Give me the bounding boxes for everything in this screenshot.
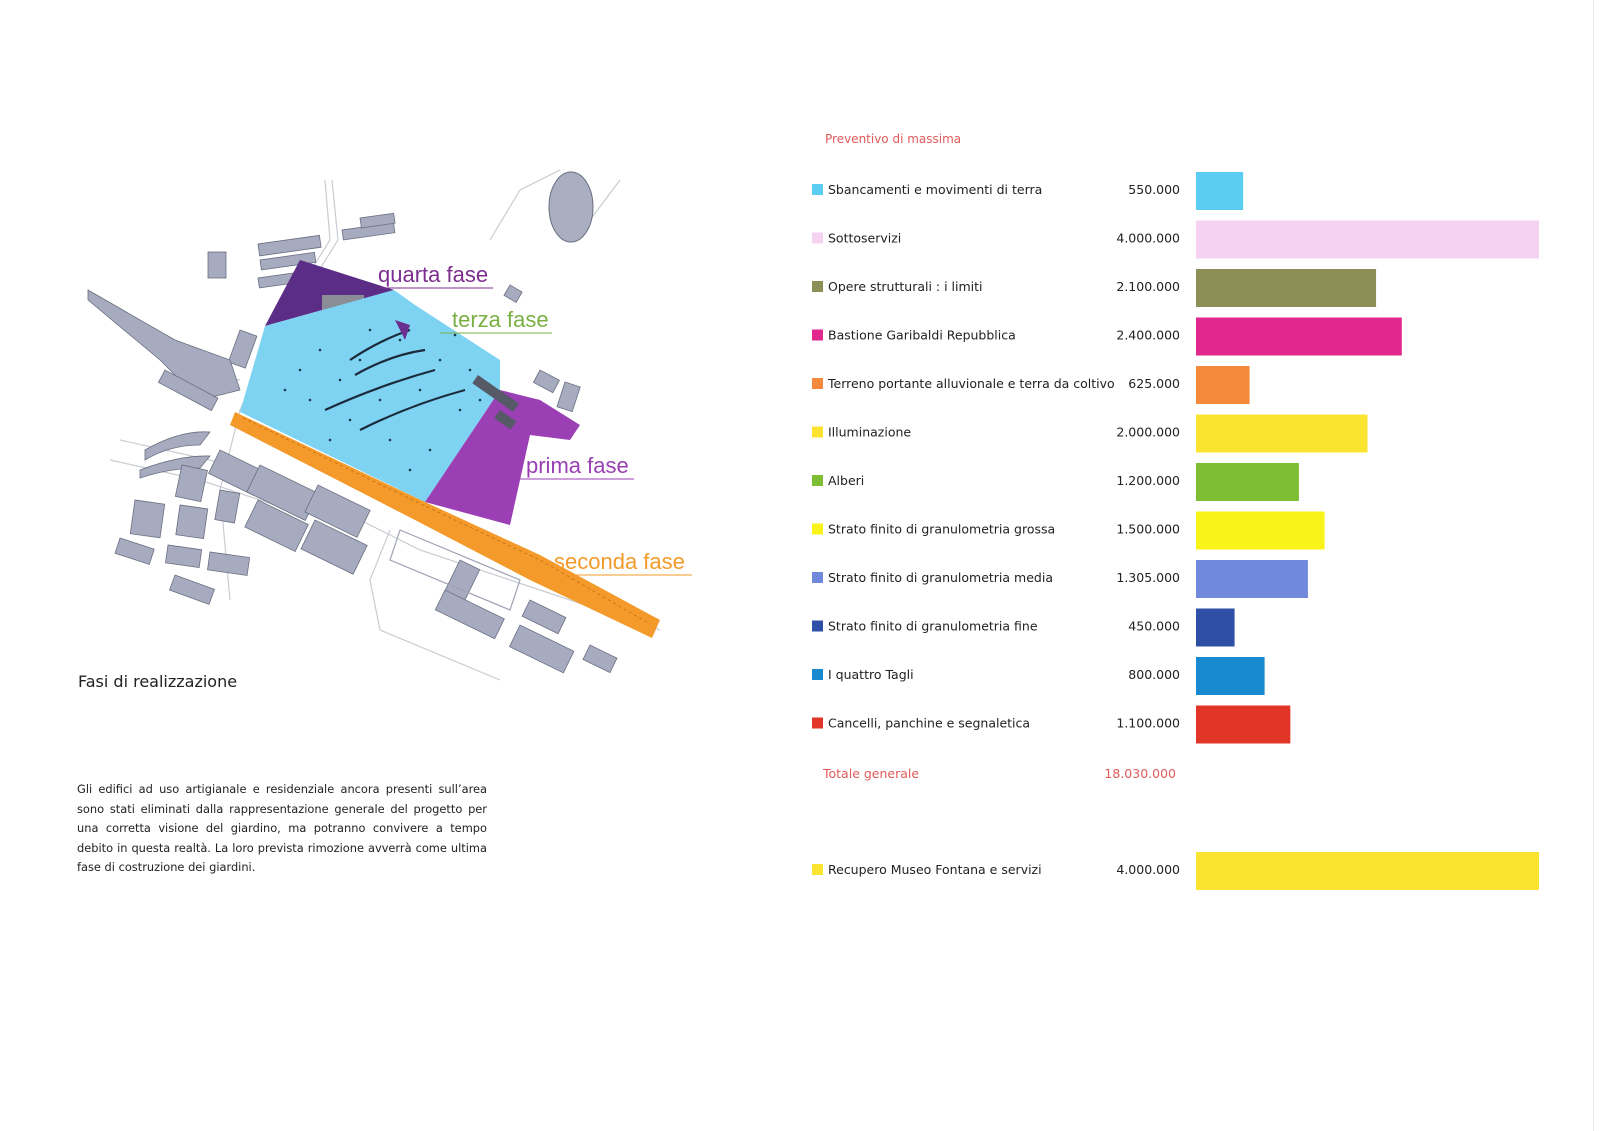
bar-0 xyxy=(1196,172,1243,210)
extra-category-label-0: Recupero Museo Fontana e servizi xyxy=(828,862,1042,877)
prima-fase-label: prima fase xyxy=(526,453,629,478)
extra-legend-swatch-0 xyxy=(812,864,823,875)
bar-5 xyxy=(1196,415,1368,453)
total-label: Totale generale xyxy=(823,766,920,781)
value-label-6: 1.200.000 xyxy=(1116,473,1180,488)
legend-swatch-10 xyxy=(812,669,823,680)
bar-9 xyxy=(1196,609,1235,647)
bar-3 xyxy=(1196,318,1402,356)
legend-swatch-2 xyxy=(812,281,823,292)
category-label-3: Bastione Garibaldi Repubblica xyxy=(828,327,1016,343)
category-label-0: Sbancamenti e movimenti di terra xyxy=(828,182,1043,197)
value-label-1: 4.000.000 xyxy=(1116,230,1180,246)
extra-bar-0 xyxy=(1196,852,1539,890)
legend-swatch-8 xyxy=(812,572,823,583)
category-label-1: Sottoservizi xyxy=(828,230,902,246)
legend-swatch-0 xyxy=(812,184,823,195)
bar-8 xyxy=(1196,560,1308,598)
value-label-3: 2.400.000 xyxy=(1116,327,1180,343)
category-label-6: Alberi xyxy=(828,473,865,488)
value-label-4: 625.000 xyxy=(1128,376,1180,391)
value-label-5: 2.000.000 xyxy=(1116,424,1180,440)
bar-10 xyxy=(1196,657,1265,695)
category-label-10: I quattro Tagli xyxy=(828,667,914,682)
terza-fase-label: terza fase xyxy=(452,307,549,332)
value-label-7: 1.500.000 xyxy=(1116,521,1180,537)
legend-swatch-1 xyxy=(812,233,823,244)
category-label-9: Strato finito di granulometria fine xyxy=(828,618,1038,634)
category-label-11: Cancelli, panchine e segnaletica xyxy=(828,715,1031,731)
seconda-fase-label: seconda fase xyxy=(554,549,685,574)
value-label-11: 1.100.000 xyxy=(1116,715,1180,731)
legend-swatch-9 xyxy=(812,621,823,632)
quarta-fase-label: quarta fase xyxy=(378,262,489,287)
bar-6 xyxy=(1196,463,1299,501)
value-label-0: 550.000 xyxy=(1128,182,1180,197)
bar-7 xyxy=(1196,512,1325,550)
category-label-7: Strato finito di granulometria grossa xyxy=(828,521,1056,537)
extra-value-label-0: 4.000.000 xyxy=(1116,862,1180,877)
value-label-2: 2.100.000 xyxy=(1116,279,1180,294)
total-value: 18.030.000 xyxy=(1104,766,1176,781)
bar-1 xyxy=(1196,221,1539,259)
value-label-8: 1.305.000 xyxy=(1116,570,1180,585)
category-label-4: Terreno portante alluvionale e terra da coltivo xyxy=(828,376,1115,391)
value-label-9: 450.000 xyxy=(1128,618,1180,634)
legend-swatch-6 xyxy=(812,475,823,486)
value-label-10: 800.000 xyxy=(1128,667,1180,682)
category-label-2: Opere strutturali : i limiti xyxy=(828,279,983,294)
map-caption: Fasi di realizzazione xyxy=(78,672,238,691)
bar-4 xyxy=(1196,366,1250,404)
category-label-5: Illuminazione xyxy=(828,424,912,440)
category-label-8: Strato finito di granulometria media xyxy=(828,570,1053,585)
legend-swatch-11 xyxy=(812,718,823,729)
legend-swatch-5 xyxy=(812,427,823,438)
explanatory-note: Gli edifici ad uso artigianale e residenziale ancora presenti sull’area sono stati eliminati dalla rappresentazione generale del progetto per una corretta visione del giardino, ma potranno convivere a tempo debito in questa realtà. La loro prevista rimozione avverrà come ultima fase di costruzione dei giardini. xyxy=(77,782,487,874)
chart-title: Preventivo di massima xyxy=(825,132,962,146)
legend-swatch-4 xyxy=(812,378,823,389)
bar-11 xyxy=(1196,706,1290,744)
legend-swatch-7 xyxy=(812,524,823,535)
legend-swatch-3 xyxy=(812,330,823,341)
bar-2 xyxy=(1196,269,1376,307)
